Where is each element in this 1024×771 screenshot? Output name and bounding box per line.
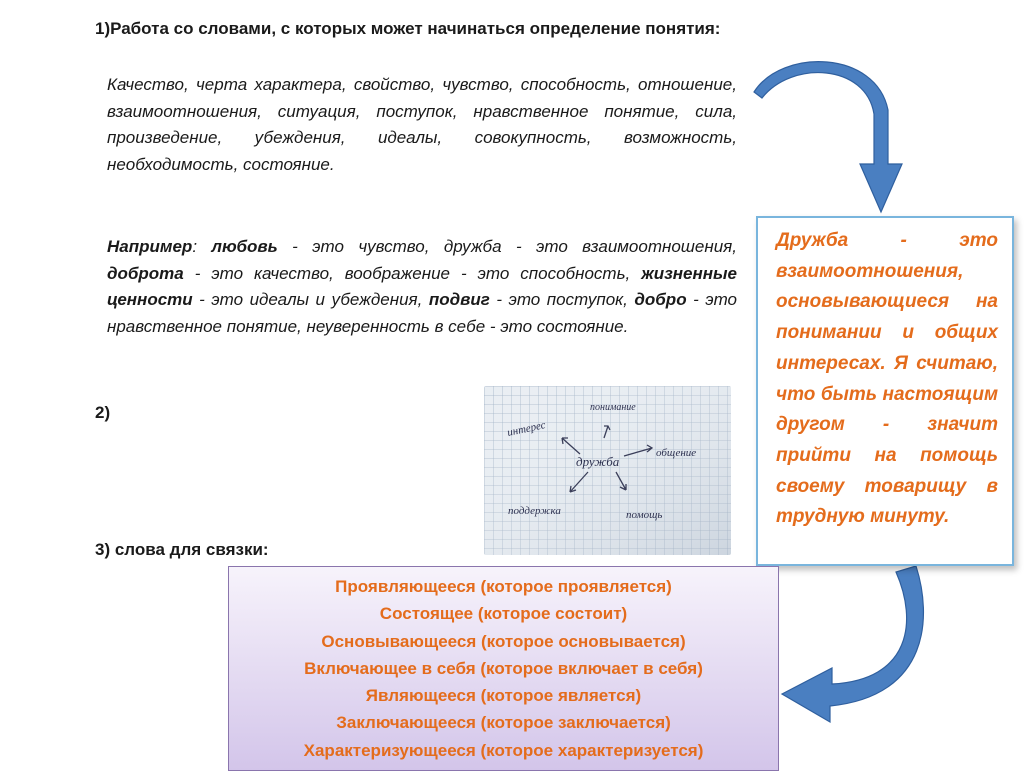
sketch-bottom-left: поддержка bbox=[508, 505, 561, 517]
connecting-word: Основывающееся (которое основывается) bbox=[321, 631, 686, 651]
example-text: - это качество, воображение - это способность, bbox=[183, 263, 642, 283]
example-text: - это идеалы и убеждения, bbox=[192, 290, 429, 309]
section3-heading: 3) слова для связки: bbox=[95, 540, 269, 559]
example-text: : bbox=[192, 237, 212, 256]
friendship-definition-box bbox=[756, 216, 1014, 566]
connecting-word: Являющееся (которое является) bbox=[365, 686, 642, 706]
example-paragraph bbox=[107, 234, 737, 340]
example-label: Например bbox=[107, 237, 193, 256]
connecting-words-box bbox=[228, 566, 779, 771]
curved-arrow-left-icon bbox=[770, 556, 940, 726]
sketch-left-top: интерес bbox=[506, 419, 547, 439]
connecting-word: Проявляющееся (которое проявляется) bbox=[335, 577, 672, 596]
example-text: - это нравственное понятие, неуверенность в себе - это состояние. bbox=[107, 290, 737, 336]
connecting-word: Включающее в себя (которое включает в себя) bbox=[304, 658, 703, 678]
friendship-definition-text: Дружба - это взаимоотношения, основывающиеся на понимании и общих интересах. Я считаю, что быть настоящим другом - значит прийти на помощь своему товарищу в трудную минуту. bbox=[776, 230, 998, 528]
sketch-center: дружба bbox=[576, 454, 620, 469]
cluster-sketch bbox=[484, 386, 731, 555]
sketch-top: понимание bbox=[590, 402, 636, 413]
term-kindness: доброта bbox=[107, 263, 184, 283]
word-list: Качество, черта характера, свойство, чувство, способность, отношение, взаимоотношения, ситуация, поступок, нравственное понятие, сила, произведение, убеждения, идеалы, совокупность, возможность, необходимость, состояние. bbox=[107, 75, 737, 174]
connecting-word: Характеризующееся (которое характеризуется) bbox=[303, 740, 704, 760]
sketch-right: общение bbox=[656, 447, 697, 459]
notebook-photo bbox=[484, 386, 731, 555]
term-good: добро bbox=[634, 290, 687, 309]
section2-heading: 2) bbox=[95, 403, 111, 422]
sketch-bottom-right: помощь bbox=[626, 509, 663, 521]
connecting-word: Состоящее (которое состоит) bbox=[379, 604, 628, 624]
example-text: - это поступок, bbox=[489, 290, 635, 309]
section1-heading: 1)Работа со словами, с которых может начинаться определение понятия: bbox=[95, 19, 721, 38]
term-feat: подвиг bbox=[428, 290, 490, 309]
curved-arrow-down-icon bbox=[748, 52, 908, 222]
term-life-values: жизненные ценности bbox=[107, 263, 737, 309]
connecting-word: Заключающееся (которое заключается) bbox=[336, 713, 671, 733]
example-text: - это чувство, дружба - это взаимоотношения, bbox=[277, 237, 737, 256]
term-love: любовь bbox=[211, 237, 278, 256]
